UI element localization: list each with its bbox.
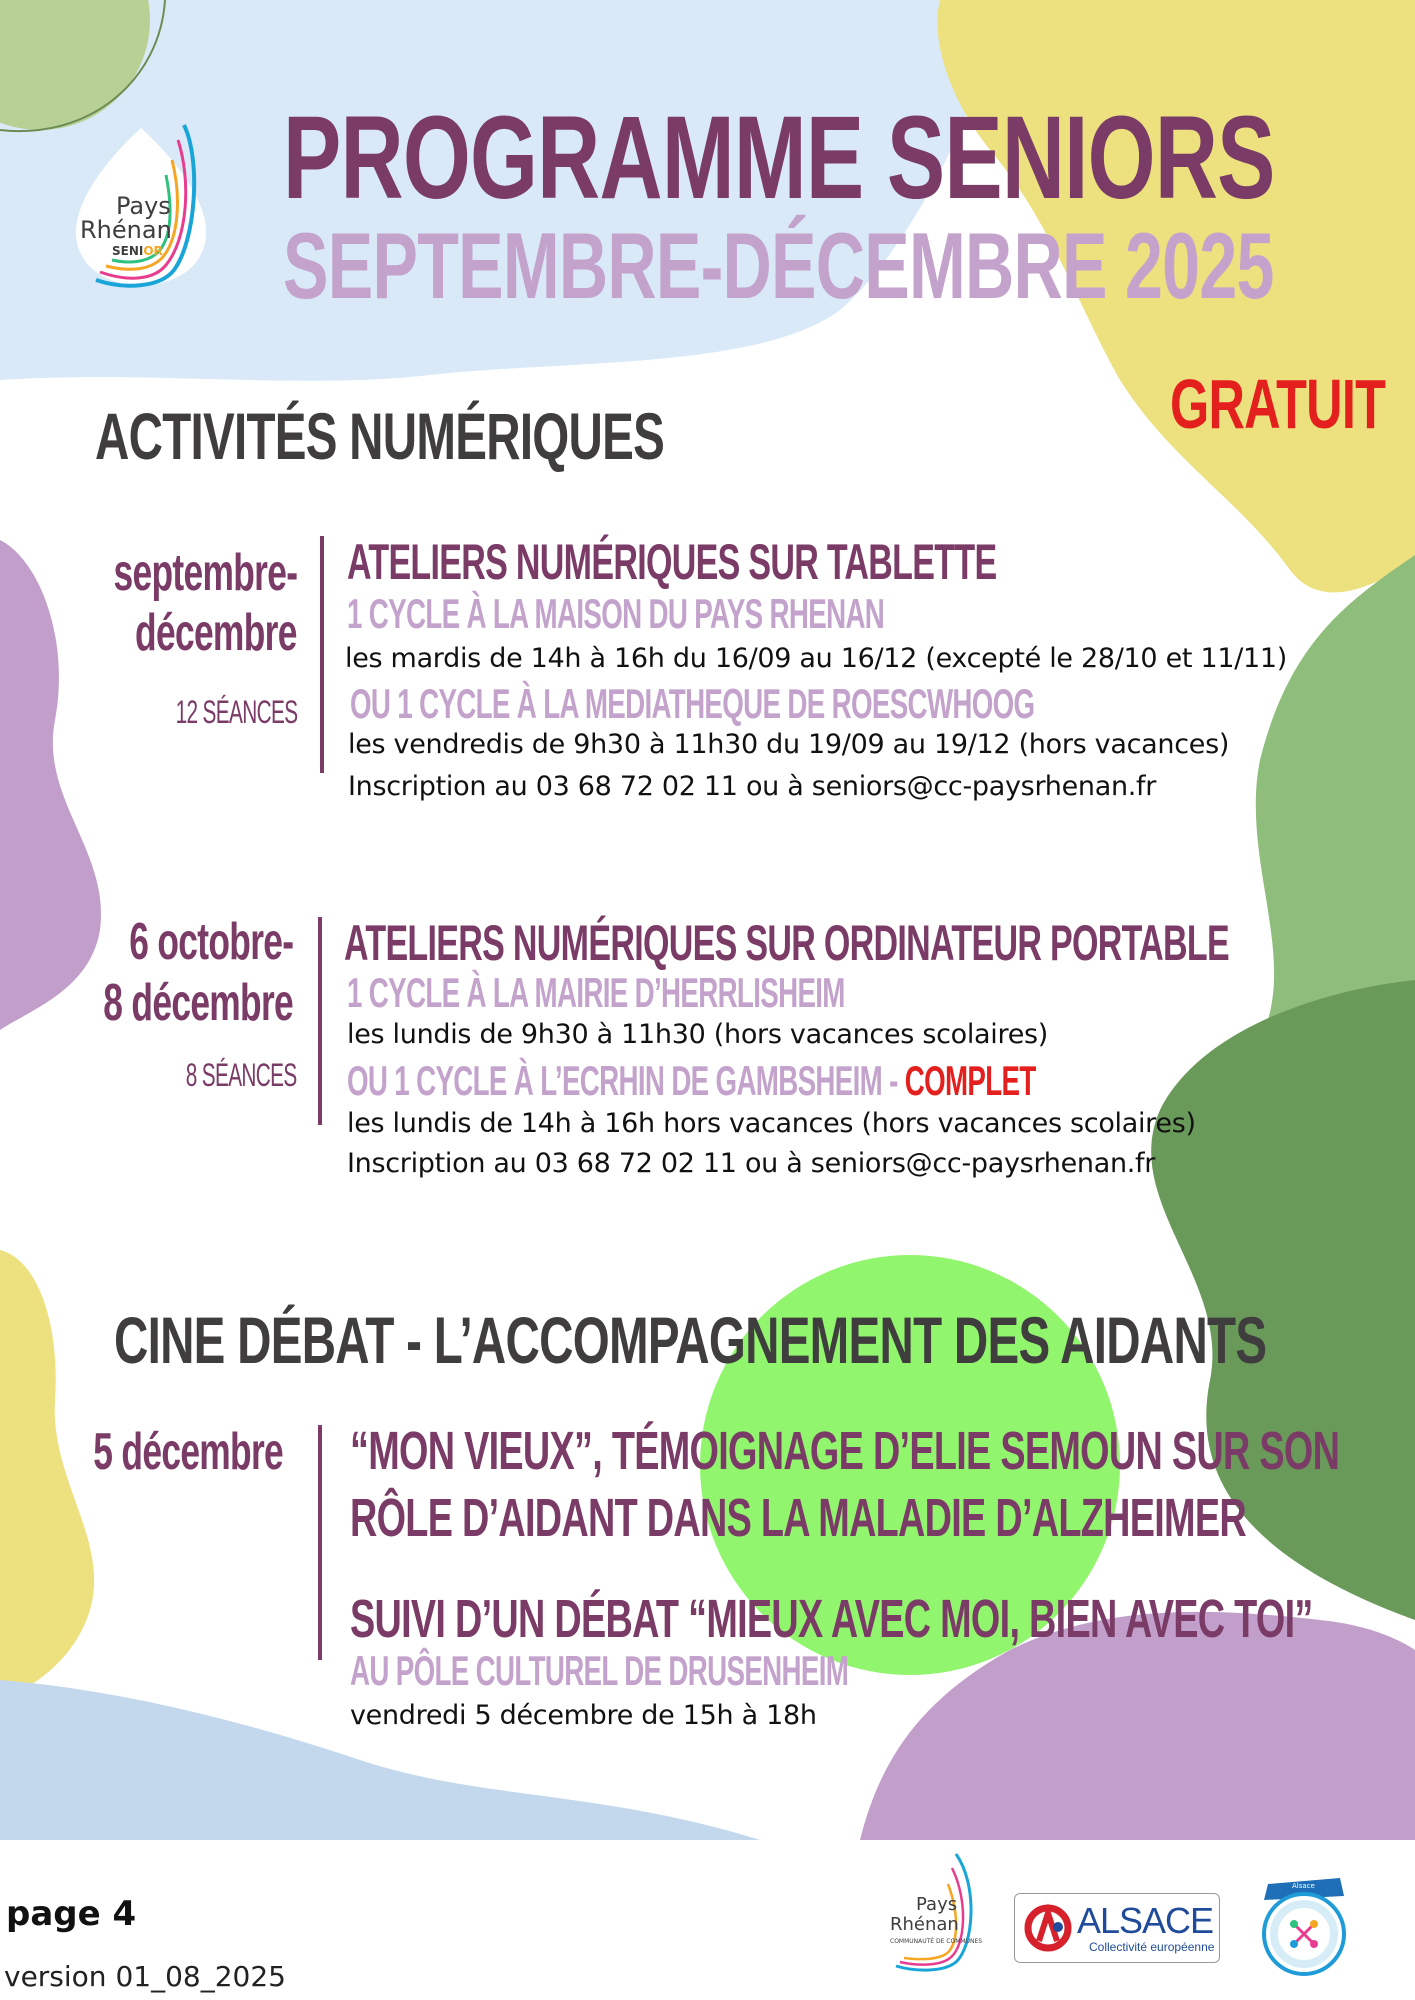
conference-financeurs-badge-icon <box>1258 1876 1350 1978</box>
yellow-left-blob <box>0 1250 94 1700</box>
block1-schedule1: les mardis de 14h à 16h du 16/09 au 16/12 (excepté le 28/10 et 11/11) <box>345 643 1288 674</box>
alsace-tagline: Collectivité européenne <box>1089 1940 1215 1954</box>
block2-complet-label: COMPLET <box>904 1057 1036 1104</box>
block2-sessions: 8 SÉANCES <box>186 1057 297 1093</box>
partner-logo-conference-financeurs <box>1258 1876 1350 1978</box>
partner1-text-line1: Pays <box>916 1894 958 1915</box>
logo-text-line1: Pays <box>116 192 171 220</box>
block1-schedule2: les vendredis de 9h30 à 11h30 du 19/09 au 19/12 (hors vacances) <box>348 729 1230 760</box>
block1-contact: Inscription au 03 68 72 02 11 ou à seniors@cc-paysrhenan.fr <box>348 771 1157 802</box>
conference-badge-label: Alsace <box>1292 1882 1315 1890</box>
block1-place1: 1 CYCLE À LA MAISON DU PAYS RHENAN <box>347 590 885 637</box>
block2-heading: ATELIERS NUMÉRIQUES SUR ORDINATEUR PORTABLE <box>344 915 1230 971</box>
section-title-numerique: ACTIVITÉS NUMÉRIQUES <box>95 399 665 473</box>
block2-schedule2: les lundis de 14h à 16h hors vacances (hors vacances scolaires) <box>347 1108 1196 1139</box>
pays-rhenan-senior-logo <box>66 120 216 290</box>
purple-left-blob <box>0 540 101 1030</box>
block2-contact: Inscription au 03 68 72 02 11 ou à seniors@cc-paysrhenan.fr <box>347 1148 1156 1179</box>
partner-logo-alsace <box>1014 1893 1220 1963</box>
cine-divider <box>318 1425 322 1660</box>
cine-schedule: vendredi 5 décembre de 15h à 18h <box>350 1700 817 1731</box>
cine-debate: SUIVI D’UN DÉBAT “MIEUX AVEC MOI, BIEN AVEC TOI” <box>350 1589 1313 1649</box>
block2-date-line2: 8 décembre <box>103 974 293 1032</box>
page-number: page 4 <box>6 1894 137 1934</box>
partner1-text-line2: Rhénan <box>890 1914 959 1935</box>
partner-logo-pays-rhenan <box>886 1850 996 1975</box>
partner1-tagline: COMMUNAUTÉ DE COMMUNES <box>890 1938 983 1945</box>
cine-place: AU PÔLE CULTUREL DE DRUSENHEIM <box>350 1647 849 1694</box>
free-badge: GRATUIT <box>1170 365 1386 443</box>
cine-date: 5 décembre <box>93 1423 283 1481</box>
logo-text-line2: Rhénan <box>80 216 172 244</box>
section-title-cine: CINE DÉBAT - L’ACCOMPAGNEMENT DES AIDANTS <box>114 1303 1267 1377</box>
page-subtitle: SEPTEMBRE-DÉCEMBRE 2025 <box>283 213 1274 318</box>
block1-sessions: 12 SÉANCES <box>175 694 297 730</box>
cine-film-line2: RÔLE D’AIDANT DANS LA MALADIE D’ALZHEIMER <box>350 1488 1246 1548</box>
block1-date-line2: décembre <box>135 604 297 662</box>
cine-film-line1: “MON VIEUX”, TÉMOIGNAGE D’ELIE SEMOUN SUR SON <box>350 1421 1340 1481</box>
logo-text-line3: SENIOR <box>112 244 163 258</box>
block2-divider <box>318 917 322 1125</box>
alsace-name: ALSACE <box>1077 1900 1214 1941</box>
block2-schedule1: les lundis de 9h30 à 11h30 (hors vacances scolaires) <box>347 1019 1049 1050</box>
block1-divider <box>320 536 324 773</box>
page-title: PROGRAMME SENIORS <box>283 92 1275 224</box>
alsace-emblem-icon <box>1023 1903 1073 1953</box>
version-label: version 01_08_2025 <box>4 1960 286 1993</box>
block2-date-line1: 6 octobre- <box>128 913 293 971</box>
block1-place2: OU 1 CYCLE À LA MEDIATHEQUE DE ROESCWHOOG <box>350 680 1035 727</box>
block2-place1: 1 CYCLE À LA MAIRIE D’HERRLISHEIM <box>347 969 845 1016</box>
block2-place2: OU 1 CYCLE À L’ECRHIN DE GAMBSHEIM - COMPLET <box>347 1057 1036 1104</box>
block1-heading: ATELIERS NUMÉRIQUES SUR TABLETTE <box>347 534 997 590</box>
block1-date-line1: septembre- <box>113 544 297 602</box>
